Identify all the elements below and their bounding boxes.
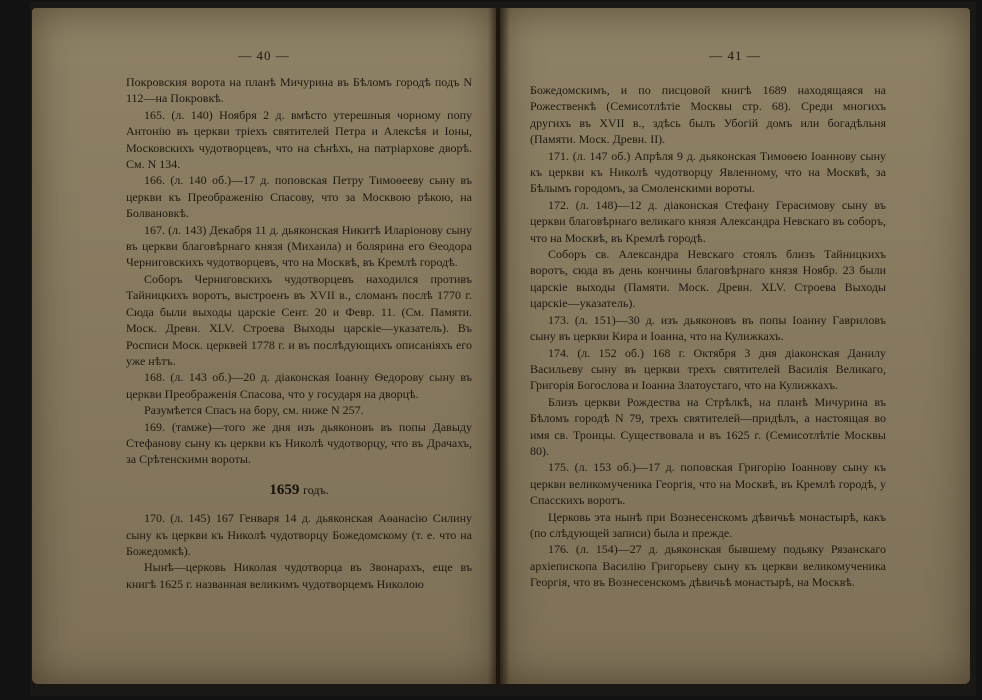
left-paragraph: 165. (л. 140) Ноября 2 д. вмѣсто утерешныя чорному попу Антонію въ церкви трiехъ святителей Петра и Алексѣя и Іоны, Московскихъ чудотворцевъ, что на сѣнѣхъ, на патріархове дворѣ. См. N 134. — [126, 107, 472, 172]
left-paragraph: Разумѣется Спасъ на бору, см. ниже N 257. — [144, 403, 364, 418]
open-book — [30, 2, 976, 696]
left-page — [32, 8, 496, 684]
right-page-text — [530, 82, 886, 591]
right-paragraph: 171. (л. 147 об.) Апрѣля 9 д. дьяконская Тимоѳею Іоаннову сыну къ церкви къ Николѣ чудотворцу Явленному, что на Москвѣ, за Бѣлымъ городомъ, за Смоленскими вороты. — [530, 148, 886, 196]
left-page-text — [126, 74, 472, 592]
page-number-left: — 40 — — [238, 48, 290, 63]
left-paragraph: Нынѣ—церковь Николая чудотворца въ Звонарахъ, еще въ книгѣ 1625 г. названная великимъ чудотворцемъ Николою — [126, 560, 472, 591]
left-paragraph: 168. (л. 143 об.)—20 д. діаконская Іоанну Ѳедорову сыну въ церкви Преображенія Спасова, что у государя на дворцѣ. — [126, 370, 472, 401]
right-paragraph: Соборъ св. Александра Невскаго стоялъ близъ Тайницкихъ воротъ, сюда въ день кончины благовѣрнаго князя Ноябр. 23 были царскіе выходы (Памяти. Моск. Древн. XLV. Строева Выходы царскіе—указатель). — [530, 247, 886, 311]
right-paragraph: 174. (л. 152 об.) 168 г. Октября 3 дня діаконская Данилу Васильеву сыну въ церкви трехъ святителей Василія Великаго, Григорія Богослова и Іоанна Златоустаго, что на Кулижкахъ. — [530, 345, 886, 393]
year-word: годъ. — [303, 482, 329, 497]
left-paragraph: Соборъ Черниговскихъ чудотворцевъ находился противъ Тайницкихъ воротъ, выстроенъ въ XVII в., сломанъ послѣ 1770 г. Сюда были выходы царскіе Сент. 20 и Февр. 11. (См. Памяти. Моск. Древн. XLV. Строева Выходы царскіе—указатель). Въ Росписи Моск. церквей 1778 г. и въ послѣдующихъ описаніяхъ его уже нѣтъ. — [126, 271, 472, 368]
left-paragraph: Покровския ворота на планѣ Мичурина въ Бѣломъ городѣ подъ N 112—на Покровкѣ. — [126, 75, 472, 106]
right-paragraph: Близъ церкви Рождества на Стрѣлкѣ, на планѣ Мичурина въ Бѣломъ городѣ N 79, трехъ святителей—придѣлъ, а настоящая во имя св. Троицы. Существовала и въ 1625 г. (Семисотлѣтіе Москвы 80). — [530, 394, 886, 458]
left-paragraph: 167. (л. 143) Декабря 11 д. дьяконская Никитѣ Иларіонову сыну въ церкви благовѣрнаго князя (Михаила) и болярина его Ѳеодора Черниговскихъ чудотворцевъ, что на Москвѣ, въ Кремлѣ городѣ. — [126, 222, 472, 270]
right-page — [500, 8, 970, 684]
right-paragraph: Церковь эта нынѣ при Вознесенскомъ дѣвичьѣ монастырѣ, какъ (по слѣдующей записи) была и прежде. — [530, 509, 886, 540]
page-number-right: — 41 — — [709, 48, 761, 63]
book-gutter — [488, 8, 510, 684]
year-number: 1659 — [269, 481, 300, 498]
year-heading — [126, 482, 472, 498]
right-paragraph: 176. (л. 154)—27 д. дьяконская бывшему подьяку Рязанскаго архіепископа Василію Григорьеву сыну къ церкви великомученика Георгія, что въ Вознесенскомъ дѣвичьѣ монастырѣ, на Москвѣ. — [530, 542, 886, 590]
right-paragraph: 175. (л. 153 об.)—17 д. поповская Григорію Іоаннову сыну къ церкви великомученика Георгія, что на Москвѣ, въ Кремлѣ городѣ, у Спасскихъ воротъ. — [530, 460, 886, 508]
right-paragraph: Божедомскимъ, и по писцовой книгѣ 1689 находящаяся на Рожественкѣ (Семисотлѣтіе Москвы стр. 68). Среди многихъ другихъ въ XVII в., здѣсь былъ Убогій домъ или богадѣльня (Памяти. Моск. Древн. II). — [530, 83, 886, 147]
left-paragraph: 169. (тамже)—того же дня изъ дьяконовъ въ попы Давыду Стефанову сыну къ церкви къ Николѣ чудотворцу, что въ Драчахъ, за Срѣтенскими вороты. — [126, 419, 472, 467]
right-paragraph: 172. (л. 148)—12 д. діаконская Стефану Герасимову сыну въ церкви благовѣрнаго великаго князя Александра Невскаго въ соборъ, что на Москвѣ, въ Кремлѣ городѣ. — [530, 197, 886, 245]
left-paragraph: 170. (л. 145) 167 Генваря 14 д. дьяконская Аѳанасію Силину сыну къ церкви къ Николѣ чудотворцу Божедомскому (т. е. что на Божедомкѣ). — [126, 511, 472, 558]
right-paragraph: 173. (л. 151)—30 д. изъ дьяконовъ въ попы Іоанну Гавриловъ сыну въ церкви Кира и Іоанна, что на Кулижкахъ. — [530, 312, 886, 344]
left-paragraph: 166. (л. 140 об.)—17 д. поповская Петру Тимоѳееву сыну въ церкви къ Преображенію Спасову, что за Москвою рѣкою, на Болвановкѣ. — [126, 173, 472, 221]
